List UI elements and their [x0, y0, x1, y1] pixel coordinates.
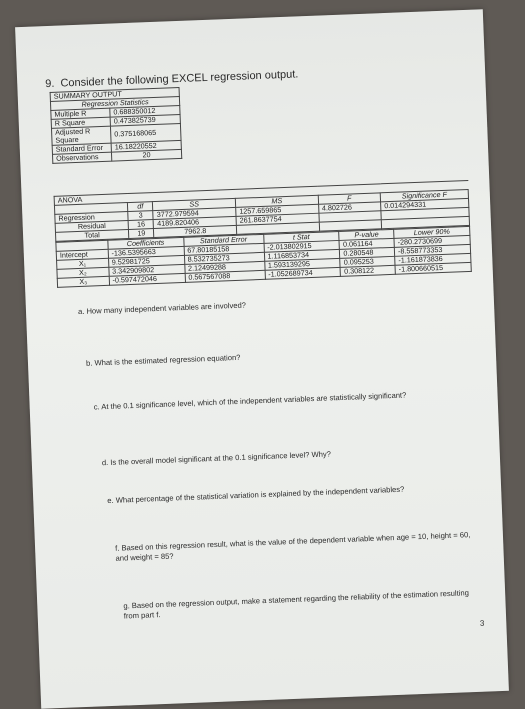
table-cell: 1257.659865: [236, 204, 319, 216]
table-cell: -1.161873836: [395, 253, 471, 265]
table-cell: 67.80185158: [184, 243, 264, 255]
table-cell: 0.567567088: [185, 270, 265, 282]
question-f: f. Based on this regression result, what is the value of the dependent variable when age = 10, height = 60, and weight = 85?: [114, 530, 471, 563]
table-cell: -280.2730699: [394, 235, 470, 247]
column-header: MS: [235, 195, 318, 207]
column-header: t Stat: [263, 231, 339, 243]
question-d: d. Is the overall model significant at the 0.1 significance level? Why?: [101, 449, 332, 468]
stat-label: R Square: [51, 117, 110, 128]
table-cell: 8.532735273: [184, 252, 264, 264]
table-cell: 0.095253: [340, 256, 395, 267]
stat-value: 0.375168065: [110, 123, 181, 143]
table-cell: 0.280548: [340, 247, 395, 258]
table-cell: 16: [128, 220, 154, 230]
column-header: Coefficients: [107, 237, 183, 249]
question-e: e. What percentage of the statistical variation is explained by the independent variables?: [107, 484, 405, 506]
table-cell: 1.593139295: [264, 258, 340, 270]
summary-title: SUMMARY OUTPUT: [50, 87, 179, 101]
column-header: F: [318, 193, 381, 204]
table-cell: 9.52981725: [108, 255, 184, 267]
question-g: g. Based on the regression output, make a statement regarding the reliability of the estimation resulting from part f.: [123, 588, 470, 621]
stat-label: Standard Error: [52, 143, 111, 154]
question-a: a. How many independent variables are involved?: [77, 300, 247, 317]
column-header: SS: [153, 198, 236, 210]
table-cell: 0.014294331: [381, 198, 469, 210]
column-header: Lower 90%: [394, 226, 470, 238]
regression-statistics-header: Regression Statistics: [50, 96, 179, 110]
table-cell: -1.052689734: [265, 267, 341, 279]
stat-label: Multiple R: [51, 108, 110, 119]
stat-value: 0.688350012: [110, 105, 180, 117]
table-cell: Regression: [55, 212, 128, 224]
question-intro: Consider the following EXCEL regression output.: [60, 68, 299, 90]
table-cell: 19: [129, 229, 155, 239]
table-cell: -1.800660515: [395, 262, 471, 274]
summary-output-table: [50, 87, 183, 164]
stat-value: 16.18220552: [111, 140, 181, 152]
worksheet-page: [15, 9, 509, 708]
question-c: c. At the 0.1 significance level, which of the independent variables are statistically significant?: [93, 390, 407, 412]
stat-value: 0.473825739: [110, 114, 180, 126]
column-header: Standard Error: [183, 234, 263, 246]
table-cell: 2.12499288: [184, 261, 264, 273]
table-cell: 1.116853734: [264, 249, 340, 261]
table-cell: 0.061164: [339, 238, 394, 249]
table-cell: X₂: [57, 267, 109, 278]
table-cell: X₃: [57, 276, 109, 287]
table-cell: -136.5395663: [108, 246, 184, 258]
table-cell: Total: [55, 230, 128, 242]
table-cell: 0.308122: [340, 265, 395, 276]
table-cell: 3: [128, 211, 154, 221]
stat-label: Observations: [52, 152, 111, 163]
table-cell: -0.597472046: [109, 273, 185, 285]
table-cell: 3772.979594: [153, 207, 236, 219]
table-cell: Intercept: [56, 249, 108, 260]
table-cell: -2.013802915: [264, 240, 340, 252]
table-cell: 4189.820406: [153, 216, 236, 228]
table-cell: -8.558773353: [394, 244, 470, 256]
column-header: P-value: [339, 229, 394, 240]
question-number: 9.: [45, 77, 55, 91]
table-cell: 3.342909802: [109, 264, 185, 276]
anova-title: ANOVA: [54, 180, 468, 205]
table-cell: 261.8637754: [236, 213, 319, 225]
stat-label: Adjusted R Square: [51, 126, 111, 145]
table-cell: Residual: [55, 221, 128, 233]
column-header: df: [128, 202, 154, 212]
question-b: b. What is the estimated regression equation?: [85, 352, 241, 368]
page-number: 3: [479, 618, 485, 628]
stat-value: 20: [111, 149, 181, 161]
table-cell: 7962.8: [154, 225, 237, 237]
table-cell: X₁: [57, 258, 109, 269]
column-header: Significance F: [380, 189, 468, 201]
table-cell: 4.802726: [318, 202, 381, 213]
